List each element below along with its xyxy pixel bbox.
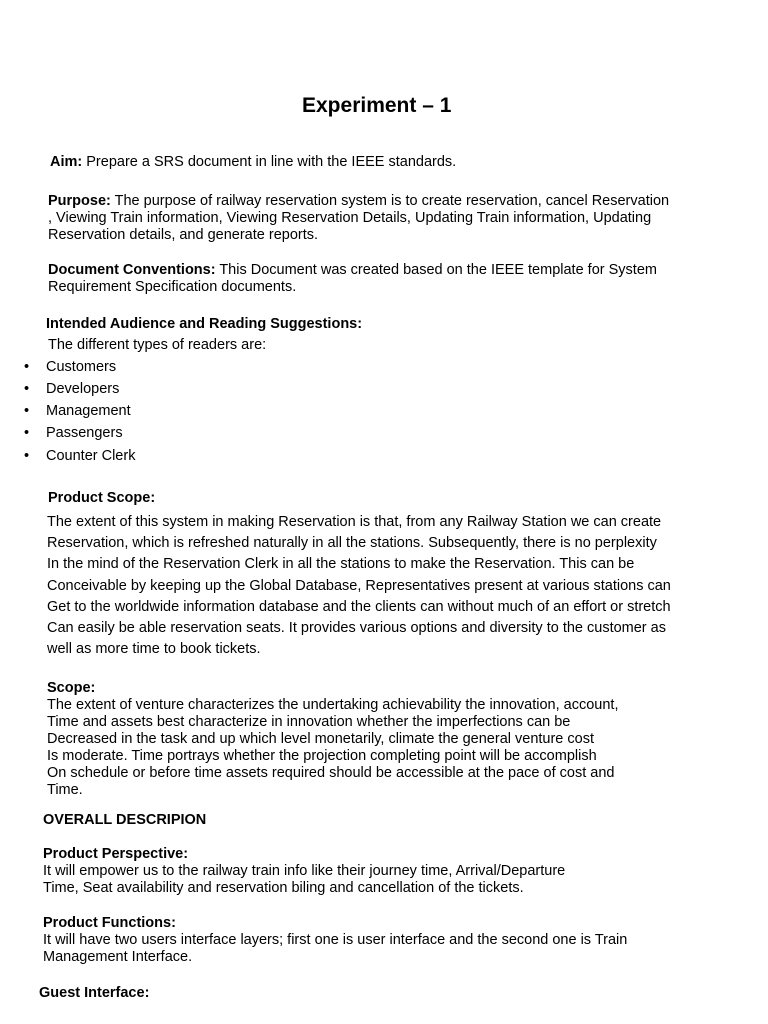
product-scope-line: The extent of this system in making Reservation is that, from any Railway Station we can create xyxy=(47,514,662,530)
guest-heading: Guest Interface: xyxy=(39,985,150,1001)
bullet-icon: • xyxy=(24,359,30,375)
bullet-icon: • xyxy=(24,448,30,464)
perspective-paragraph xyxy=(43,863,565,897)
product-scope-line: Get to the worldwide information database and the clients can without much of an effort or stretch xyxy=(47,598,671,615)
perspective-heading: Product Perspective: xyxy=(43,846,189,862)
list-item: Counter Clerk xyxy=(46,448,136,464)
conventions-line: This Document was created based on the IEEE template for System xyxy=(215,262,657,278)
product-scope-line: Reservation, which is refreshed naturally in all the stations. Subsequently, there is no perplexity xyxy=(47,535,657,552)
audience-intro: The different types of readers are: xyxy=(48,337,267,353)
purpose-label: Purpose: xyxy=(48,193,111,209)
purpose-line: , Viewing Train information, Viewing Reservation Details, Updating Train information, Updating xyxy=(48,210,652,226)
scope-line: Time. xyxy=(47,782,83,798)
product-scope-paragraph xyxy=(47,512,671,660)
overall-heading: OVERALL DESCRIPION xyxy=(43,812,207,828)
scope-line: Is moderate. Time portrays whether the projection completing point will be accomplish xyxy=(47,748,597,764)
bullet-icon: • xyxy=(24,403,30,419)
scope-heading: Scope: xyxy=(47,680,96,696)
conventions-paragraph xyxy=(48,262,657,296)
functions-paragraph xyxy=(43,932,627,966)
conventions-label: Document Conventions: xyxy=(48,262,216,278)
audience-heading: Intended Audience and Reading Suggestions: xyxy=(46,316,363,332)
scope-line: Time and assets best characterize in innovation whether the imperfections can be xyxy=(47,714,571,730)
bullet-icon: • xyxy=(24,381,30,397)
product-scope-line: Can easily be able reservation seats. It provides various options and diversity to the customer as xyxy=(47,620,666,637)
aim-label: Aim: xyxy=(50,154,83,170)
purpose-line: The purpose of railway reservation system is to create reservation, cancel Reservation xyxy=(110,193,670,209)
conventions-line: Requirement Specification documents. xyxy=(48,279,297,295)
purpose-paragraph xyxy=(48,193,669,244)
functions-line: Management Interface. xyxy=(43,949,193,965)
aim-paragraph xyxy=(50,154,456,171)
list-item: Management xyxy=(46,403,131,419)
list-item: Passengers xyxy=(46,425,123,441)
scope-paragraph xyxy=(47,697,618,799)
aim-text: Prepare a SRS document in line with the IEEE standards. xyxy=(82,154,457,170)
bullet-icon: • xyxy=(24,425,30,441)
page-title: Experiment – 1 xyxy=(302,94,452,117)
list-item: Customers xyxy=(46,359,117,375)
purpose-line: Reservation details, and generate reports. xyxy=(48,227,319,243)
scope-line: On schedule or before time assets required should be accessible at the pace of cost and xyxy=(47,765,615,781)
scope-line: Decreased in the task and up which level monetarily, climate the general venture cost xyxy=(47,731,594,747)
product-scope-line: Conceivable by keeping up the Global Database, Representatives present at various stations can xyxy=(47,577,671,594)
product-scope-heading: Product Scope: xyxy=(48,490,156,506)
functions-line: It will have two users interface layers; first one is user interface and the second one is Train xyxy=(43,932,628,948)
functions-heading: Product Functions: xyxy=(43,915,176,931)
list-item: Developers xyxy=(46,381,120,397)
product-scope-line: In the mind of the Reservation Clerk in all the stations to make the Reservation. This can be xyxy=(47,556,635,573)
perspective-line: Time, Seat availability and reservation biling and cancellation of the tickets. xyxy=(43,880,524,896)
product-scope-line: well as more time to book tickets. xyxy=(47,641,261,658)
perspective-line: It will empower us to the railway train info like their journey time, Arrival/Departure xyxy=(43,863,566,879)
scope-line: The extent of venture characterizes the undertaking achievability the innovation, account, xyxy=(47,697,619,713)
